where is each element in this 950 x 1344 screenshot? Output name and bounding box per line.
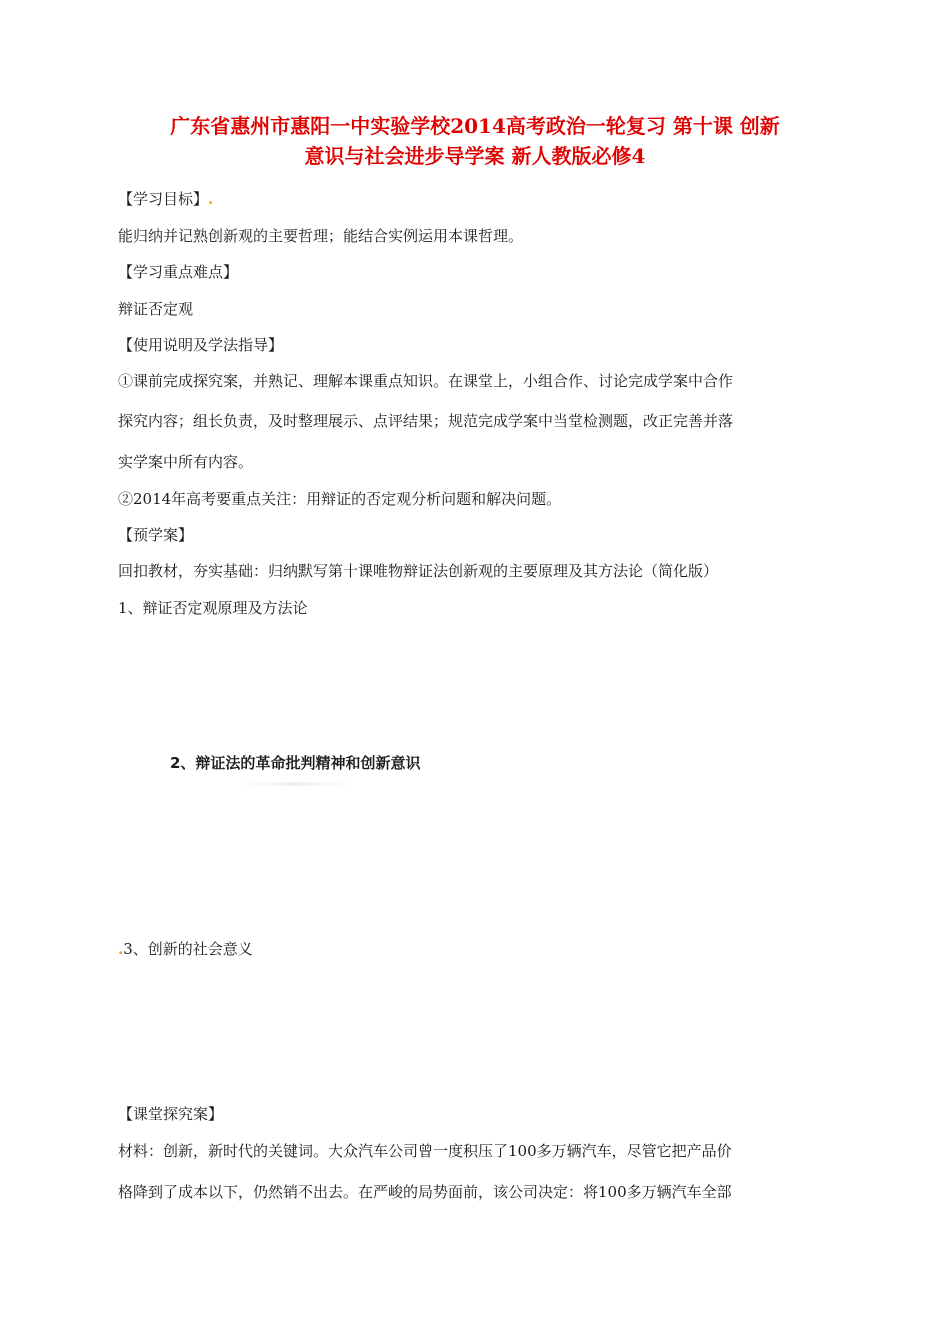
page-title-line-1: 广东省惠州市惠阳一中实验学校2014高考政治一轮复习 第十课 创新 bbox=[170, 114, 780, 138]
pre-text: 回扣教材，夯实基础：归纳默写第十课唯物辩证法创新观的主要原理及其方法论（简化版） bbox=[118, 562, 719, 580]
item-3-mark: . bbox=[118, 940, 124, 958]
guide-paragraph-2: ②2014年高考要重点关注：用辩证的否定观分析问题和解决问题。 bbox=[118, 490, 562, 508]
guide-heading: 【使用说明及学法指导】 bbox=[118, 336, 284, 354]
guide-paragraph-1-line-3: 实学案中所有内容。 bbox=[118, 453, 254, 471]
key-text: 辩证否定观 bbox=[118, 300, 194, 318]
explore-heading: 【课堂探究案】 bbox=[118, 1105, 224, 1123]
goal-text: 能归纳并记熟创新观的主要哲理；能结合实例运用本课哲理。 bbox=[118, 227, 524, 245]
material-line-2: 格降到了成本以下，仍然销不出去。在严峻的局势面前，该公司决定：将100多万辆汽车全部 bbox=[118, 1183, 732, 1201]
guide-paragraph-1-line-1: ①课前完成探究案，并熟记、理解本课重点知识。在课堂上，小组合作、讨论完成学案中合作 bbox=[118, 372, 734, 390]
item-1: 1、辩证否定观原理及方法论 bbox=[118, 599, 308, 617]
item-3-row bbox=[118, 938, 253, 959]
item-2: 2、辩证法的革命批判精神和创新意识 bbox=[170, 754, 421, 772]
goal-heading: 【学习目标】 bbox=[118, 190, 209, 208]
goal-heading-row bbox=[118, 188, 213, 209]
key-heading: 【学习重点难点】 bbox=[118, 263, 239, 281]
page-title-line-2: 意识与社会进步导学案 新人教版必修4 bbox=[304, 144, 646, 168]
goal-mark: . bbox=[208, 190, 214, 208]
material-line-1: 材料：创新，新时代的关键词。大众汽车公司曾一度积压了100多万辆汽车，尽管它把产品价 bbox=[118, 1142, 732, 1160]
item-3: 3、创新的社会意义 bbox=[123, 940, 253, 958]
guide-paragraph-1-line-2: 探究内容；组长负责，及时整理展示、点评结果；规范完成学案中当堂检测题，改正完善并落 bbox=[118, 412, 734, 430]
pre-heading: 【预学案】 bbox=[118, 526, 194, 544]
scan-smudge bbox=[235, 782, 355, 786]
